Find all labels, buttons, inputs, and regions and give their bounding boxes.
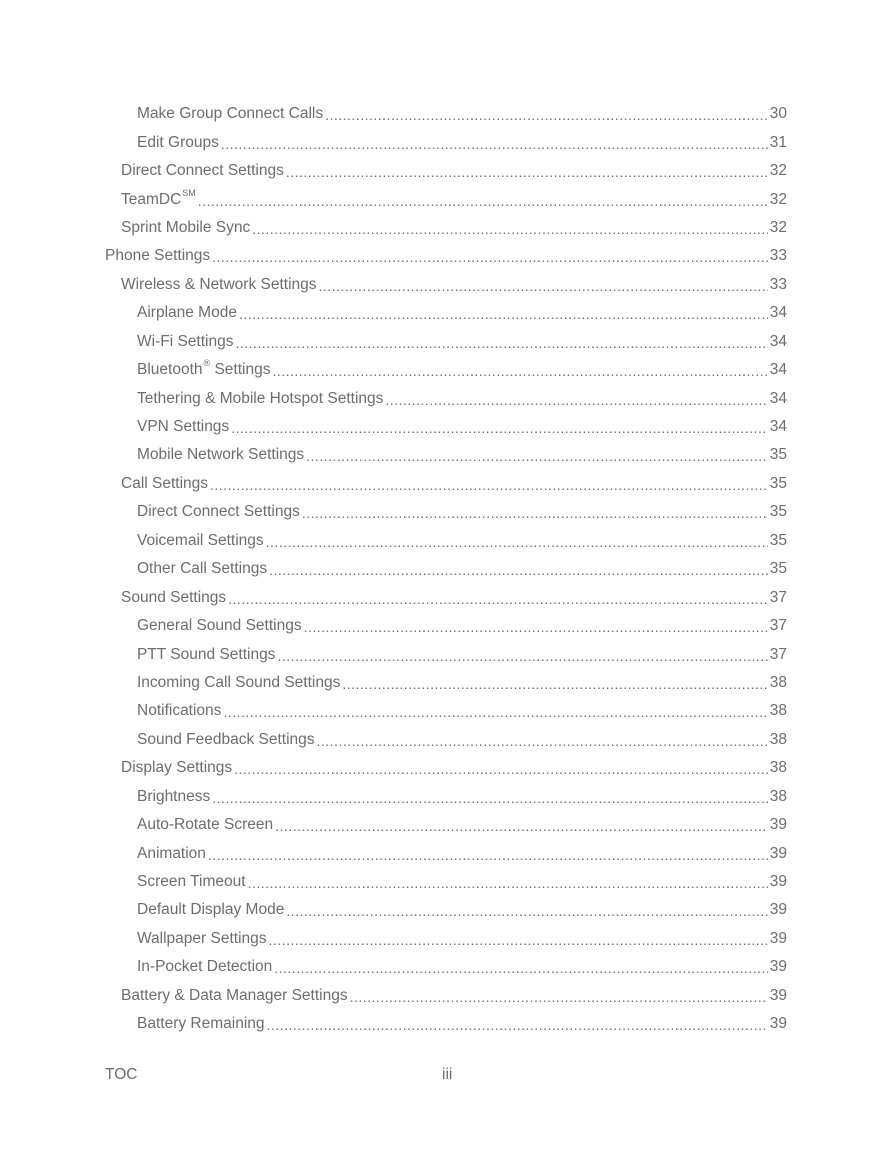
toc-entry-title-text: Direct Connect Settings bbox=[121, 162, 284, 180]
toc-dot-leader bbox=[277, 648, 767, 664]
toc-entry-title-text: Animation bbox=[137, 844, 206, 862]
toc-entry-title bbox=[137, 646, 275, 664]
page-footer bbox=[0, 1066, 893, 1086]
toc-entry-page-number: 35 bbox=[769, 503, 787, 521]
toc-entry-title bbox=[137, 617, 302, 635]
toc-entry[interactable] bbox=[0, 498, 893, 526]
toc-entry-title-text: Incoming Call Sound Settings bbox=[137, 673, 341, 691]
toc-dot-leader bbox=[266, 534, 768, 550]
toc-dot-leader bbox=[286, 164, 768, 180]
toc-entry[interactable] bbox=[0, 185, 893, 213]
toc-entry-superscript: ® bbox=[203, 358, 211, 369]
toc-entry-title-text: Battery Remaining bbox=[137, 1015, 265, 1033]
toc-dot-leader bbox=[325, 107, 768, 123]
toc-entry-title bbox=[137, 333, 233, 351]
toc-entry-title-text: Wireless & Network Settings bbox=[121, 275, 317, 293]
toc-entry-title bbox=[137, 930, 267, 948]
toc-dot-leader bbox=[350, 989, 768, 1005]
toc-entry[interactable] bbox=[0, 271, 893, 299]
toc-entry-page-number: 32 bbox=[769, 218, 787, 236]
toc-entry-title bbox=[121, 987, 348, 1005]
toc-entry-title-text: Direct Connect Settings bbox=[137, 503, 300, 521]
toc-dot-leader bbox=[221, 136, 768, 152]
toc-entry[interactable] bbox=[0, 413, 893, 441]
toc-entry-title bbox=[137, 358, 271, 379]
toc-entry-title bbox=[137, 446, 304, 464]
toc-dot-leader bbox=[269, 562, 768, 578]
toc-entry-title bbox=[137, 390, 383, 408]
toc-dot-leader bbox=[272, 363, 767, 379]
toc-entry-title bbox=[137, 816, 273, 834]
toc-dot-leader bbox=[212, 249, 768, 265]
toc-entry-title-text: TeamDC bbox=[121, 190, 182, 208]
footer-page-number: iii bbox=[442, 1066, 453, 1083]
toc-entry[interactable] bbox=[0, 1010, 893, 1038]
toc-entry-title-text: Display Settings bbox=[121, 759, 233, 777]
toc-entry-title bbox=[121, 162, 284, 180]
toc-entry-title bbox=[121, 276, 317, 294]
toc-entry-title bbox=[121, 759, 232, 777]
toc-entry-page-number: 33 bbox=[769, 275, 787, 293]
toc-entry-page-number: 39 bbox=[769, 844, 787, 862]
toc-entry-title-text: Auto-Rotate Screen bbox=[137, 816, 274, 834]
toc-entry[interactable] bbox=[0, 583, 893, 611]
toc-entry-page-number: 34 bbox=[769, 304, 787, 322]
toc-entry-page-number: 39 bbox=[769, 1015, 787, 1033]
toc-entry[interactable] bbox=[0, 925, 893, 953]
toc-entry-page-number: 37 bbox=[769, 588, 787, 606]
toc-entry[interactable] bbox=[0, 811, 893, 839]
toc-entry-title-text: Default Display Mode bbox=[137, 901, 285, 919]
toc-entry-title bbox=[137, 702, 221, 720]
toc-entry[interactable] bbox=[0, 783, 893, 811]
toc-dot-leader bbox=[235, 335, 767, 351]
toc-entry-title-suffix: Settings bbox=[210, 361, 271, 379]
toc-entry-title bbox=[137, 134, 219, 152]
toc-entry-page-number: 38 bbox=[769, 702, 787, 720]
toc-entry-title-text: General Sound Settings bbox=[137, 617, 302, 635]
toc-entry-title-text: Call Settings bbox=[121, 474, 209, 492]
toc-entry[interactable] bbox=[0, 100, 893, 128]
toc-dot-leader bbox=[223, 704, 767, 720]
toc-dot-leader bbox=[304, 619, 768, 635]
toc-entry-title-text: Edit Groups bbox=[137, 133, 219, 151]
toc-entry[interactable] bbox=[0, 896, 893, 924]
toc-entry-title bbox=[137, 901, 284, 919]
toc-entry-page-number: 34 bbox=[769, 361, 787, 379]
toc-entry-page-number: 35 bbox=[769, 560, 787, 578]
toc-dot-leader bbox=[210, 477, 768, 493]
toc-entry-page-number: 39 bbox=[769, 816, 787, 834]
toc-entry-page-number: 35 bbox=[769, 446, 787, 464]
toc-dot-leader bbox=[198, 193, 768, 209]
toc-entry-title-text: Sound Settings bbox=[121, 588, 227, 606]
toc-entry-title bbox=[121, 475, 208, 493]
toc-dot-leader bbox=[231, 420, 768, 436]
toc-entry-page-number: 38 bbox=[769, 787, 787, 805]
toc-entry-page-number: 39 bbox=[769, 929, 787, 947]
toc-dot-leader bbox=[286, 903, 767, 919]
toc-dot-leader bbox=[302, 505, 768, 521]
toc-entry[interactable] bbox=[0, 214, 893, 242]
toc-dot-leader bbox=[208, 847, 768, 863]
toc-entry-title-text: In-Pocket Detection bbox=[137, 958, 273, 976]
toc-entry-page-number: 38 bbox=[769, 730, 787, 748]
toc-entry[interactable] bbox=[0, 157, 893, 185]
toc-entry-page-number: 39 bbox=[769, 986, 787, 1004]
toc-entry-title-text: Bluetooth bbox=[137, 361, 203, 379]
toc-entry-title bbox=[137, 731, 315, 749]
toc-entry-page-number: 34 bbox=[769, 389, 787, 407]
toc-entry[interactable] bbox=[0, 384, 893, 412]
toc-entry-title-text: Airplane Mode bbox=[137, 304, 237, 322]
toc-entry-title-text: VPN Settings bbox=[137, 418, 230, 436]
toc-entry[interactable] bbox=[0, 299, 893, 327]
toc-entry[interactable] bbox=[0, 726, 893, 754]
toc-entry-title-text: Other Call Settings bbox=[137, 560, 268, 578]
toc-entry[interactable] bbox=[0, 356, 893, 384]
toc-dot-leader bbox=[239, 306, 768, 322]
toc-entry-title-text: Sound Feedback Settings bbox=[137, 730, 315, 748]
toc-dot-leader bbox=[275, 818, 768, 834]
toc-dot-leader bbox=[234, 761, 768, 777]
toc-entry-title-text: Brightness bbox=[137, 787, 211, 805]
toc-dot-leader bbox=[274, 960, 767, 976]
toc-entry-title-text: Tethering & Mobile Hotspot Settings bbox=[137, 389, 384, 407]
toc-entry-title bbox=[121, 187, 196, 209]
toc-entry-title bbox=[137, 845, 206, 863]
toc-dot-leader bbox=[385, 392, 767, 408]
toc-entry-page-number: 37 bbox=[769, 645, 787, 663]
toc-entry-title bbox=[137, 1015, 265, 1033]
toc-entry-title bbox=[137, 418, 229, 436]
toc-entry-page-number: 35 bbox=[769, 474, 787, 492]
toc-entry-title bbox=[137, 560, 267, 578]
toc-entry[interactable] bbox=[0, 754, 893, 782]
toc-entry[interactable] bbox=[0, 242, 893, 270]
toc-entry-title bbox=[137, 873, 246, 891]
toc-dot-leader bbox=[306, 448, 768, 464]
toc-entry-title bbox=[137, 674, 340, 692]
toc-entry[interactable] bbox=[0, 868, 893, 896]
toc-entry-title-text: PTT Sound Settings bbox=[137, 645, 276, 663]
toc-dot-leader bbox=[319, 278, 768, 294]
toc-entry[interactable] bbox=[0, 669, 893, 697]
toc-entry-page-number: 39 bbox=[769, 873, 787, 891]
toc-entry-title bbox=[137, 304, 237, 322]
toc-entry-page-number: 31 bbox=[769, 133, 787, 151]
toc-entry-title-text: Wallpaper Settings bbox=[137, 929, 267, 947]
toc-entry-title bbox=[121, 589, 226, 607]
toc-entry-page-number: 39 bbox=[769, 901, 787, 919]
toc-dot-leader bbox=[342, 676, 767, 692]
toc-dot-leader bbox=[248, 875, 768, 891]
toc-entry-title bbox=[137, 105, 323, 123]
toc-entry[interactable] bbox=[0, 470, 893, 498]
toc-entry-title bbox=[121, 219, 250, 237]
toc-entry[interactable] bbox=[0, 441, 893, 469]
toc-entry[interactable] bbox=[0, 612, 893, 640]
toc-entry-title-text: Make Group Connect Calls bbox=[137, 105, 324, 123]
toc-entry-page-number: 37 bbox=[769, 617, 787, 635]
toc-entry[interactable] bbox=[0, 953, 893, 981]
toc-entry[interactable] bbox=[0, 555, 893, 583]
toc-entry-title-text: Voicemail Settings bbox=[137, 531, 264, 549]
toc-entry-title bbox=[137, 788, 210, 806]
footer-section-label: TOC bbox=[105, 1066, 138, 1083]
toc-dot-leader bbox=[269, 932, 768, 948]
toc-entry-title-text: Screen Timeout bbox=[137, 873, 246, 891]
toc-entry-title-text: Wi-Fi Settings bbox=[137, 332, 234, 350]
toc-entry-title bbox=[137, 503, 300, 521]
toc-entry-page-number: 32 bbox=[769, 162, 787, 180]
toc-entry-page-number: 39 bbox=[769, 958, 787, 976]
toc-entry-page-number: 33 bbox=[769, 247, 787, 265]
toc-entry-page-number: 34 bbox=[769, 418, 787, 436]
toc-entry[interactable] bbox=[0, 697, 893, 725]
toc-entry-title-text: Notifications bbox=[137, 702, 222, 720]
toc-entry-superscript: SM bbox=[182, 187, 196, 198]
toc-entry-title-text: Sprint Mobile Sync bbox=[121, 218, 251, 236]
toc-dot-leader bbox=[317, 733, 768, 749]
toc-entry-page-number: 32 bbox=[769, 190, 787, 208]
toc-entry[interactable] bbox=[0, 839, 893, 867]
toc-entry[interactable] bbox=[0, 328, 893, 356]
toc-dot-leader bbox=[267, 1017, 768, 1033]
toc-entry-title bbox=[137, 958, 272, 976]
toc-entry-page-number: 30 bbox=[769, 105, 787, 123]
toc-entry-title-text: Phone Settings bbox=[105, 247, 211, 265]
toc-dot-leader bbox=[212, 790, 768, 806]
toc-entry-page-number: 38 bbox=[769, 759, 787, 777]
toc-entry[interactable] bbox=[0, 527, 893, 555]
toc-entry-title-text: Mobile Network Settings bbox=[137, 446, 305, 464]
toc-dot-leader bbox=[252, 221, 768, 237]
toc-entry[interactable] bbox=[0, 640, 893, 668]
toc-entry-title bbox=[105, 247, 210, 265]
table-of-contents bbox=[0, 100, 893, 1038]
toc-entry-page-number: 34 bbox=[769, 332, 787, 350]
toc-dot-leader bbox=[228, 591, 768, 607]
toc-entry[interactable] bbox=[0, 982, 893, 1010]
toc-entry-title-text: Battery & Data Manager Settings bbox=[121, 986, 348, 1004]
toc-entry-page-number: 35 bbox=[769, 531, 787, 549]
toc-entry[interactable] bbox=[0, 128, 893, 156]
toc-entry-page-number: 38 bbox=[769, 673, 787, 691]
toc-entry-title bbox=[137, 532, 264, 550]
